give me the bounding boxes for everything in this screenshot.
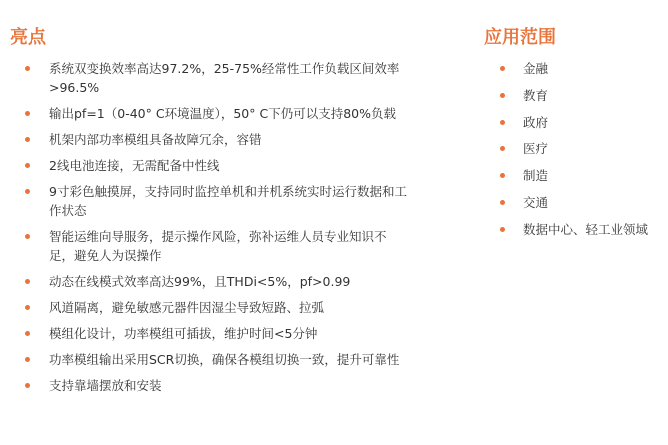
highlight-item	[10, 59, 410, 97]
highlight-item	[10, 376, 410, 395]
bullet-dot-icon	[500, 200, 505, 205]
application-item	[484, 59, 664, 78]
highlight-item	[10, 324, 410, 343]
application-text: 交通	[523, 194, 549, 210]
highlight-text: 系统双变换效率高达97.2%，25-75%经常性工作负载区间效率>96.5%	[49, 61, 400, 95]
bullet-dot-icon	[25, 163, 30, 168]
application-text: 政府	[523, 114, 549, 130]
highlight-item	[10, 227, 410, 265]
highlight-text: 机架内部功率模组具备故障冗余，容错	[49, 132, 262, 147]
highlight-text: 智能运维向导服务，提示操作风险，弥补运维人员专业知识不足，避免人为误操作	[49, 229, 387, 263]
highlight-item	[10, 130, 410, 149]
bullet-dot-icon	[25, 305, 30, 310]
application-item	[484, 220, 664, 239]
highlight-text: 动态在线模式效率高达99%，且THDi<5%，pf>0.99	[49, 274, 351, 289]
application-item	[484, 139, 664, 158]
application-text: 制造	[523, 168, 549, 184]
application-item	[484, 166, 664, 185]
applications-title: 应用范围	[484, 27, 556, 48]
bullet-dot-icon	[25, 357, 30, 362]
applications-list	[484, 59, 664, 239]
bullet-dot-icon	[25, 383, 30, 388]
highlights-title: 亮点	[10, 27, 46, 48]
bullet-dot-icon	[500, 93, 505, 98]
highlight-item	[10, 182, 410, 220]
applications-section	[484, 0, 664, 247]
highlights-section	[10, 0, 410, 402]
application-text: 医疗	[523, 141, 549, 157]
highlights-list	[10, 59, 410, 395]
bullet-dot-icon	[500, 173, 505, 178]
highlight-text: 风道隔离，避免敏感元器件因湿尘导致短路、拉弧	[49, 300, 325, 315]
highlight-item	[10, 104, 410, 123]
highlight-text: 输出pf=1（0-40° C环境温度），50° C下仍可以支持80%负载	[49, 106, 396, 121]
bullet-dot-icon	[25, 279, 30, 284]
application-text: 金融	[523, 61, 549, 76]
bullet-dot-icon	[25, 331, 30, 336]
bullet-dot-icon	[25, 234, 30, 239]
application-text: 教育	[523, 87, 549, 103]
highlight-item	[10, 272, 410, 291]
highlight-item	[10, 298, 410, 317]
bullet-dot-icon	[500, 146, 505, 151]
bullet-dot-icon	[25, 137, 30, 142]
bullet-dot-icon	[500, 227, 505, 232]
highlight-text: 9寸彩色触摸屏，支持同时监控单机和并机系统实时运行数据和工作状态	[49, 184, 407, 218]
highlight-item	[10, 156, 410, 175]
bullet-dot-icon	[25, 66, 30, 71]
bullet-dot-icon	[500, 120, 505, 125]
application-item	[484, 193, 664, 212]
highlight-text: 支持靠墙摆放和安装	[49, 378, 162, 393]
bullet-dot-icon	[500, 66, 505, 71]
highlight-text: 2线电池连接，无需配备中性线	[49, 158, 220, 173]
application-item	[484, 86, 664, 105]
bullet-dot-icon	[25, 111, 30, 116]
highlight-text: 功率模组输出采用SCR切换，确保各模组切换一致，提升可靠性	[49, 352, 400, 367]
highlight-text: 模组化设计，功率模组可插拔，维护时间<5分钟	[49, 326, 318, 341]
highlight-item	[10, 350, 410, 369]
application-text: 数据中心、轻工业领域	[523, 221, 649, 237]
application-item	[484, 113, 664, 132]
bullet-dot-icon	[25, 189, 30, 194]
